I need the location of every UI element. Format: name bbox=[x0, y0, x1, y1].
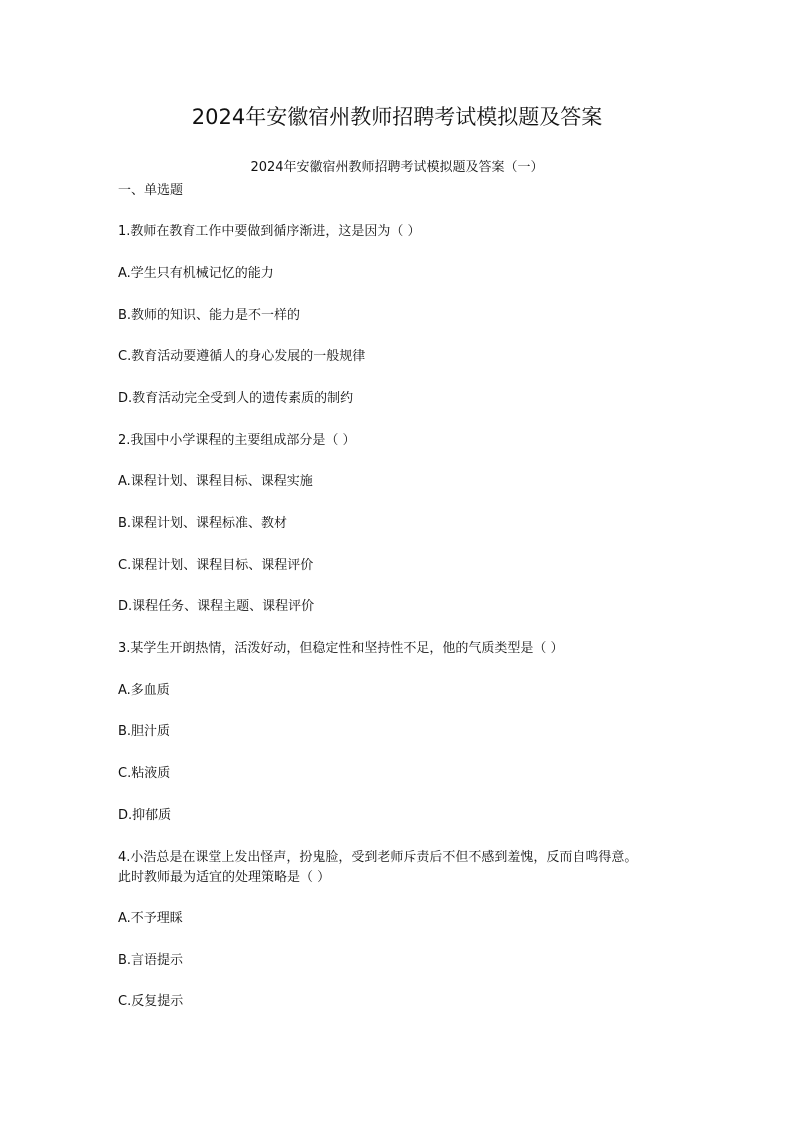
question-1: 1.教师在教育工作中要做到循序渐进，这是因为（ ） bbox=[118, 224, 421, 239]
option: D.教育活动完全受到人的遗传素质的制约 bbox=[118, 391, 354, 406]
option: B.课程计划、课程标准、教材 bbox=[118, 516, 288, 531]
option: A.学生只有机械记忆的能力 bbox=[118, 266, 274, 281]
question-2: 2.我国中小学课程的主要组成部分是（ ） bbox=[118, 433, 356, 448]
option: A.课程计划、课程目标、课程实施 bbox=[118, 474, 313, 489]
option: C.课程计划、课程目标、课程评价 bbox=[118, 558, 314, 573]
option: B.教师的知识、能力是不一样的 bbox=[118, 308, 301, 323]
option: A.多血质 bbox=[118, 683, 170, 698]
option: D.课程任务、课程主题、课程评价 bbox=[118, 599, 315, 614]
option: A.不予理睬 bbox=[118, 911, 183, 926]
option: C.教育活动要遵循人的身心发展的一般规律 bbox=[118, 349, 366, 364]
option: D.抑郁质 bbox=[118, 808, 172, 823]
question-4-continued: 此时教师最为适宜的处理策略是（ ） bbox=[118, 870, 331, 885]
question-4: 4.小浩总是在课堂上发出怪声，扮鬼脸，受到老师斥责后不但不感到羞愧，反而自鸣得意。 bbox=[118, 850, 638, 865]
option: B.言语提示 bbox=[118, 953, 184, 968]
option: C.粘液质 bbox=[118, 766, 171, 781]
document-title: 2024年安徽宿州教师招聘考试模拟题及答案 bbox=[191, 105, 603, 129]
option: C.反复提示 bbox=[118, 994, 184, 1009]
option: B.胆汁质 bbox=[118, 724, 171, 739]
document-subtitle: 2024年安徽宿州教师招聘考试模拟题及答案（一） bbox=[250, 160, 544, 175]
question-3: 3.某学生开朗热情，活泼好动，但稳定性和坚持性不足，他的气质类型是（ ） bbox=[118, 641, 564, 656]
section-heading: 一、单选题 bbox=[118, 183, 184, 198]
